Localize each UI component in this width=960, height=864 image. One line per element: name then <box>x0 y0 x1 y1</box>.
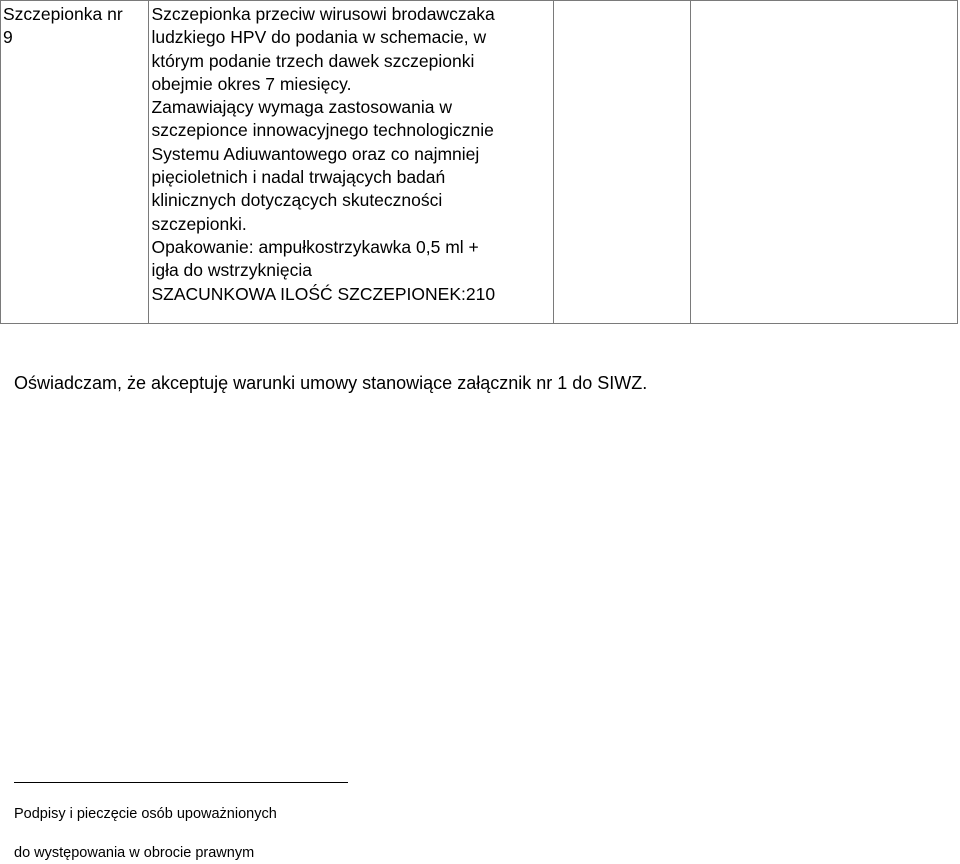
item-description-cell <box>149 1 553 324</box>
declaration-text: Oświadczam, że akceptuję warunki umowy stanowiące załącznik nr 1 do SIWZ. <box>14 373 648 393</box>
item-name-line: 9 <box>3 27 13 48</box>
signature-caption-line1: Podpisy i pieczęcie osób upoważnionych <box>14 806 277 822</box>
signature-line <box>14 782 348 783</box>
description-line: SZACUNKOWA ILOŚĆ SZCZEPIONEK:210 <box>151 283 496 304</box>
description-line: Zamawiający wymaga zastosowania w <box>151 97 452 118</box>
table-row <box>1 1 958 324</box>
description-line: którym podanie trzech dawek szczepionki <box>151 50 475 71</box>
item-name-cell <box>1 1 149 324</box>
empty-price-cell[interactable] <box>553 1 690 324</box>
empty-offer-cell[interactable] <box>691 1 958 324</box>
description-line: klinicznych dotyczących skuteczności <box>151 190 443 211</box>
description-line: pięcioletnich i nadal trwających badań <box>151 167 446 188</box>
description-line: Opakowanie: ampułkostrzykawka 0,5 ml + <box>151 236 479 257</box>
description-line: Systemu Adiuwantowego oraz co najmniej <box>151 143 480 164</box>
description-line: ludzkiego HPV do podania w schemacie, w <box>151 27 487 48</box>
description-line: Szczepionka przeciw wirusowi brodawczaka <box>151 4 495 24</box>
description-line: szczepionce innowacyjnego technologicznie <box>151 120 494 141</box>
description-line: igła do wstrzyknięcia <box>151 260 312 281</box>
signature-caption-line2: do występowania w obrocie prawnym <box>14 845 255 861</box>
item-name-line: Szczepionka nr <box>3 4 123 24</box>
vaccine-spec-table <box>0 0 958 324</box>
description-line: szczepionki. <box>151 213 247 234</box>
description-line: obejmie okres 7 miesięcy. <box>151 73 352 94</box>
